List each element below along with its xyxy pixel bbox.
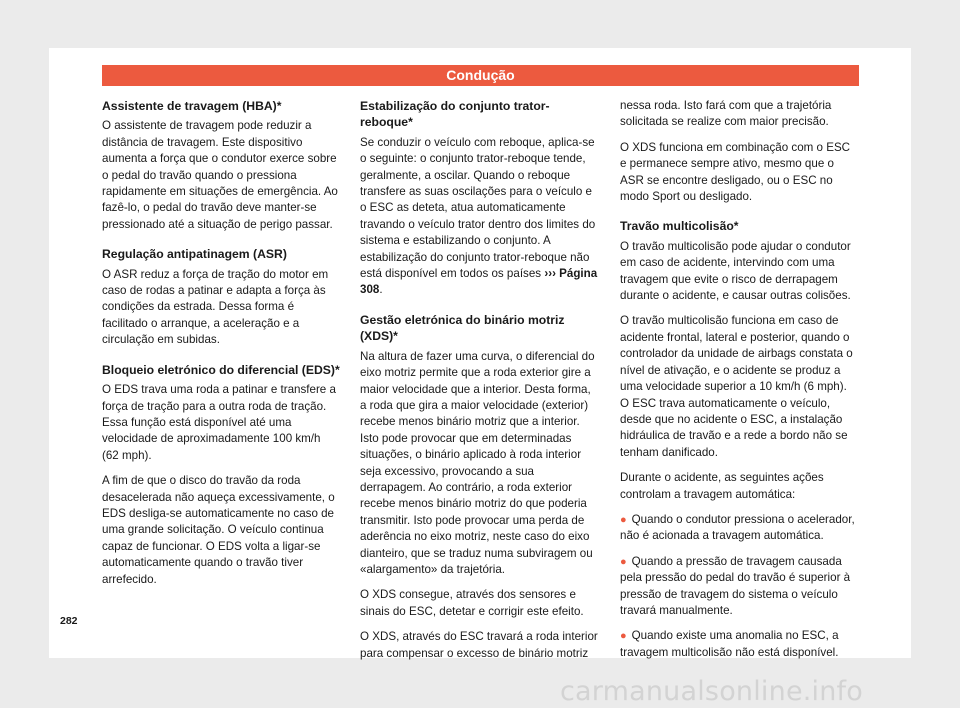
column-left [102,98,340,597]
page-reference-link[interactable]: ››› Página 308 [360,267,598,297]
paragraph-eds: O EDS trava uma roda a patinar e transfere a força de tração para a outra roda de tração. Essa função está disponível até uma velocidade de aproximadamente 100 km/h (62 mph). [102,383,336,462]
paragraph-trailer-text: Se conduzir o veículo com reboque, aplica-se o seguinte: o conjunto trator-reboque tende, geralmente, a oscilar. Quando o reboque transfere as suas oscilações para o veículo e o ESC as deteta, atua automaticamente travando o veículo trator dentro dos limites do sistema e estabilizando o conjunto. A estabilização do conjunto trator-reboque não está disponível em todos os países [360,135,596,281]
bullet-icon: ● [620,513,627,526]
paragraph-multicollision: O travão multicolisão pode ajudar o condutor em caso de acidente, intervindo com uma travagem que evite o risco de derrapagem durante o acidente, e causar outras colisões. [620,239,851,303]
paragraph-xds-esc: O XDS funciona em combinação com o ESC e permanece sempre ativo, mesmo que o ASR se encontre desligado, ou o ESC no modo Sport ou desligado. [620,140,851,204]
paragraph-eds-2: A fim de que o disco do travão da roda desacelerada não aqueça excessivamente, o EDS desliga-se automaticamente no caso de uma grande solicitação. O veículo continua capaz de funcionar. O EDS volta a ligar-se automaticamente quando o travão tiver arrefecido. [102,474,335,586]
watermark: carmanualsonline.info [560,676,863,707]
heading-hba: Assistente de travagem (HBA)* [102,99,282,113]
paragraph-xds-continued: nessa roda. Isto fará com que a trajetória solicitada se realize com maior precisão. [620,99,832,129]
bullet-icon: ● [620,630,627,643]
heading-trailer-stabilization: Estabilização do conjunto trator-reboque* [360,99,550,130]
column-middle [360,98,598,671]
heading-xds: Gestão eletrónica do binário motriz (XDS)* [360,312,565,344]
list-item-text: Quando a pressão de travagem causada pela pressão do pedal do travão é superior à pressão de travagem do sistema o veículo travará manualmente. [620,554,851,617]
paragraph-multicollision-3: Durante o acidente, as seguintes ações controlam a travagem automática: [620,471,824,501]
list-item [620,554,858,620]
heading-asr: Regulação antipatinagem (ASR) [102,247,287,262]
paragraph-multicollision-2: O travão multicolisão funciona em caso de acidente frontal, lateral e posterior, quando o controlador da unidade de airbags constata o nível de ativação, e o acidente se produz a uma velocidade superior a 10 km/h (6 mph). O ESC trava automaticamente o veículo, desde que no acidente o ESC, a instalação hidráulica de travão e a rede a bordo não se tenham danificado. [620,314,853,459]
paragraph-trailer-stabilization: Se conduzir o veículo com reboque, aplica-se o seguinte: o conjunto trator-reboque tende, geralmente, a oscilar. Quando o reboque transfere as suas oscilações para o veículo e o ESC as deteta, atua automaticamente travando o veículo trator dentro dos limites do sistema e estabilizando o conjunto. A estabilização do conjunto trator-reboque não está disponível em todos os países ››› Página 308. [360,135,598,297]
heading-eds: Bloqueio eletrónico do diferencial (EDS)* [102,362,340,377]
paragraph-asr: O ASR reduz a força de tração do motor em caso de rodas a patinar e adapta a força às condições da estrada. Dessa forma é facilitado o arranque, a aceleração e a circulação em subidas. [102,267,329,347]
paragraph-xds: Na altura de fazer uma curva, o diferencial do eixo motriz permite que a roda exterior gire a maior velocidade que a interior. Desta forma, a roda que gira a maior velocidade (exterior) recebe menos binário motriz que a interior. Isto pode provocar que em determinadas situações, o binário aplicado à roda interior seja excessivo, provocando a sua derrapagem. Ao contrário, a roda exterior recebe menos binário motriz do que poderia transmitir. Isto pode provocar uma perda de aderência no eixo motriz, neste caso do eixo dianteiro, que se traduz numa subviragem ou «alargamento» da trajetória. [360,349,595,576]
list-item-text: Quando o condutor pressiona o acelerador, não é acionada a travagem automática. [620,512,855,543]
page-number: 282 [60,615,78,627]
paragraph-xds-2: O XDS consegue, através dos sensores e sinais do ESC, detetar e corrigir este efeito. [360,588,584,618]
heading-multicollision-brake: Travão multicolisão* [620,219,739,234]
section-header: Condução [102,65,859,86]
list-item-text: Quando existe uma anomalia no ESC, a travagem multicolisão não está disponível. [620,629,839,659]
list-item [620,512,858,545]
column-right [620,98,858,670]
list-item [620,628,858,661]
bullet-icon: ● [620,555,627,568]
paragraph-hba: O assistente de travagem pode reduzir a distância de travagem. Este dispositivo aumenta a força que o condutor exerce sobre o pedal do travão quando o pressiona rapidamente em situações de emergência. Ao fazê-lo, o pedal do travão deve manter-se pressionado até a situação de perigo passar. [102,119,338,231]
paragraph-xds-3: O XDS, através do ESC travará a roda interior para compensar o excesso de binário motriz [360,630,598,660]
